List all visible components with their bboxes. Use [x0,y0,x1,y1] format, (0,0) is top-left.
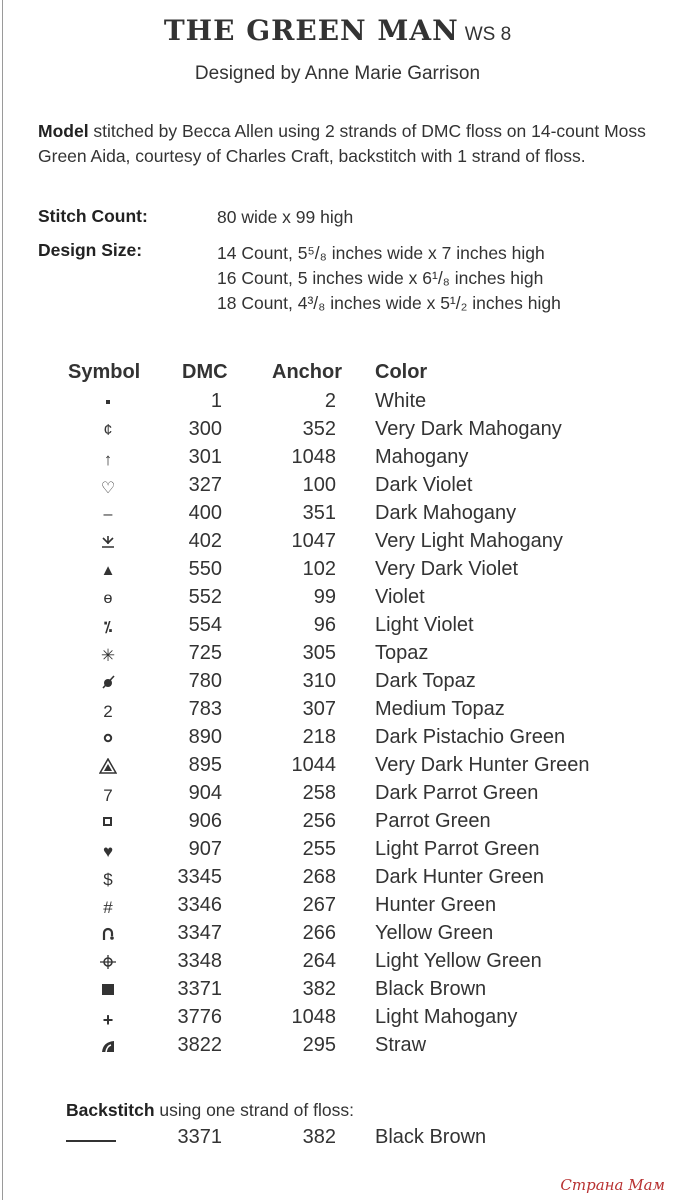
header-symbol: Symbol [68,361,141,383]
color-cell: Very Dark Violet [375,558,519,580]
backstitch-heading [66,1100,354,1121]
color-cell: Black Brown [375,1126,487,1148]
dmc-cell: 552 [188,586,222,608]
table-row [0,866,675,894]
header-anchor: Anchor [272,361,342,383]
dmc-cell: 1 [210,390,222,412]
design-size-line: 18 Count, 4³/₈ inches wide x 5¹/₂ inches high [217,293,561,313]
dmc-cell: 300 [188,418,222,440]
table-row [0,474,675,502]
quarter-fill-icon [86,1038,130,1059]
color-cell: Dark Violet [375,474,473,496]
table-row [0,782,675,810]
anchor-cell: 382 [302,978,336,1000]
dmc-cell: 906 [188,810,222,832]
table-row [0,586,675,614]
table-row [0,390,675,418]
table-row [0,502,675,530]
anchor-cell: 100 [302,474,336,496]
color-cell: Topaz [375,642,429,664]
design-size-label: Design Size: [38,240,143,260]
color-cell: Yellow Green [375,922,494,944]
filled-square-icon [86,982,130,1001]
backstitch-text: using one strand of floss: [154,1100,354,1120]
anchor-cell: 382 [302,1126,336,1148]
pattern-code: WS 8 [464,24,512,45]
dmc-cell: 327 [188,474,222,496]
anchor-cell: 264 [302,950,336,972]
stitch-count-label: Stitch Count: [38,206,148,226]
table-row [0,698,675,726]
color-cell: White [375,390,427,412]
dmc-cell: 400 [188,502,222,524]
model-paragraph [38,119,663,169]
plus-icon: + [102,1010,114,1030]
dmc-cell: 3371 [177,978,222,1000]
anchor-cell: 352 [302,418,336,440]
anchor-cell: 256 [302,810,336,832]
table-row [0,838,675,866]
anchor-cell: 268 [302,866,336,888]
dmc-cell: 402 [188,530,222,552]
color-cell: Straw [375,1034,427,1056]
slashed-dot-icon [86,674,130,695]
color-cell: Black Brown [375,978,487,1000]
dmc-cell: 3346 [177,894,222,916]
backstitch-label: Backstitch [66,1100,155,1120]
color-cell: Dark Pistachio Green [375,726,566,748]
table-row [0,418,675,446]
color-cell: Very Light Mahogany [375,530,563,552]
table-row [0,642,675,670]
hollow-square-icon [86,814,130,833]
color-cell: Light Violet [375,614,474,636]
table-row [0,1034,675,1062]
small-square-dot-icon [86,394,130,413]
header-dmc: DMC [182,361,228,383]
dmc-cell: 725 [188,642,222,664]
dmc-cell: 907 [188,838,222,860]
dmc-cell: 895 [188,754,222,776]
table-row [0,810,675,838]
color-cell: Dark Topaz [375,670,476,692]
dmc-cell: 3347 [177,922,222,944]
filled-heart-icon: ♥ [102,842,114,861]
table-row [0,950,675,978]
color-cell: Dark Parrot Green [375,782,539,804]
color-cell: Parrot Green [375,810,491,832]
line-icon [66,1140,116,1142]
anchor-cell: 2 [324,390,336,412]
triangle-pattern-icon [86,758,130,779]
color-cell: Medium Topaz [375,698,505,720]
anchor-cell: 351 [302,502,336,524]
circle-cross-icon [86,954,130,975]
hook-loop-icon [86,926,130,947]
model-label: Model [38,121,89,141]
anchor-cell: 1048 [291,446,336,468]
header-color: Color [375,361,428,383]
design-size-line: 14 Count, 5⁵/₈ inches wide x 7 inches high [217,243,545,263]
up-arrow-icon: ↑ [103,450,113,469]
dmc-cell: 3371 [177,1126,222,1148]
small-circle-icon [86,730,130,749]
dmc-cell: 3822 [177,1034,222,1056]
site-watermark: Страна Мам [560,1176,665,1194]
cent-sign-icon: ¢ [103,422,113,439]
dmc-cell: 554 [188,614,222,636]
filled-triangle-icon: ▲ [100,562,116,579]
anchor-cell: 258 [302,782,336,804]
color-cell: Light Yellow Green [375,950,542,972]
color-cell: Very Dark Hunter Green [375,754,590,776]
dmc-cell: 301 [188,446,222,468]
dmc-cell: 550 [188,558,222,580]
table-row [0,558,675,586]
anchor-cell: 307 [302,698,336,720]
color-cell: Dark Mahogany [375,502,517,524]
color-cell: Mahogany [375,446,469,468]
anchor-cell: 99 [313,586,336,608]
anchor-cell: 96 [313,614,336,636]
dmc-cell: 3345 [177,866,222,888]
anchor-cell: 295 [302,1034,336,1056]
dmc-cell: 780 [188,670,222,692]
design-size-line: 16 Count, 5 inches wide x 6¹/₈ inches high [217,268,544,288]
percent-icon: ⁒ [103,619,113,636]
dmc-cell: 904 [188,782,222,804]
anchor-cell: 266 [302,922,336,944]
stitch-count-value: 80 wide x 99 high [217,207,354,227]
table-row [0,530,675,558]
designer-byline: Designed by Anne Marie Garrison [194,63,481,84]
anchor-cell: 1044 [291,754,336,776]
spiral-icon: ɵ [103,590,113,607]
anchor-cell: 267 [302,894,336,916]
numeral-seven-icon: 7 [103,786,113,805]
table-row [0,894,675,922]
anchor-cell: 255 [302,838,336,860]
title-text: THE GREEN MAN [163,14,459,47]
barred-arrow-icon [86,534,130,555]
color-cell: Hunter Green [375,894,497,916]
color-cell: Violet [375,586,425,608]
numeral-two-icon: 2 [103,702,113,721]
anchor-cell: 1047 [291,530,336,552]
asterisk-icon: ✳ [100,646,116,665]
heart-outline-icon: ♡ [100,480,116,497]
anchor-cell: 310 [302,670,336,692]
table-row [0,1006,675,1034]
dmc-cell: 3348 [177,950,222,972]
dmc-cell: 3776 [177,1006,222,1028]
dollar-sign-icon: $ [103,870,113,889]
table-row [0,754,675,782]
model-text: stitched by Becca Allen using 2 strands of DMC floss on 14-count Moss Green Aida, courtesy of Charles Craft, backstitch with 1 strand of floss. [38,121,646,166]
table-row [0,614,675,642]
backstitch-row [0,1126,675,1154]
table-row [0,446,675,474]
anchor-cell: 1048 [291,1006,336,1028]
table-row [0,726,675,754]
anchor-cell: 102 [302,558,336,580]
color-cell: Very Dark Mahogany [375,418,562,440]
table-row [0,978,675,1006]
color-cell: Light Mahogany [375,1006,518,1028]
color-cell: Light Parrot Green [375,838,540,860]
dmc-cell: 783 [188,698,222,720]
dash-icon: – [103,506,113,523]
anchor-cell: 218 [302,726,336,748]
table-row [0,670,675,698]
anchor-cell: 305 [302,642,336,664]
color-cell: Dark Hunter Green [375,866,544,888]
hash-icon: # [103,898,113,917]
page-title [0,14,675,47]
dmc-cell: 890 [188,726,222,748]
table-row [0,922,675,950]
